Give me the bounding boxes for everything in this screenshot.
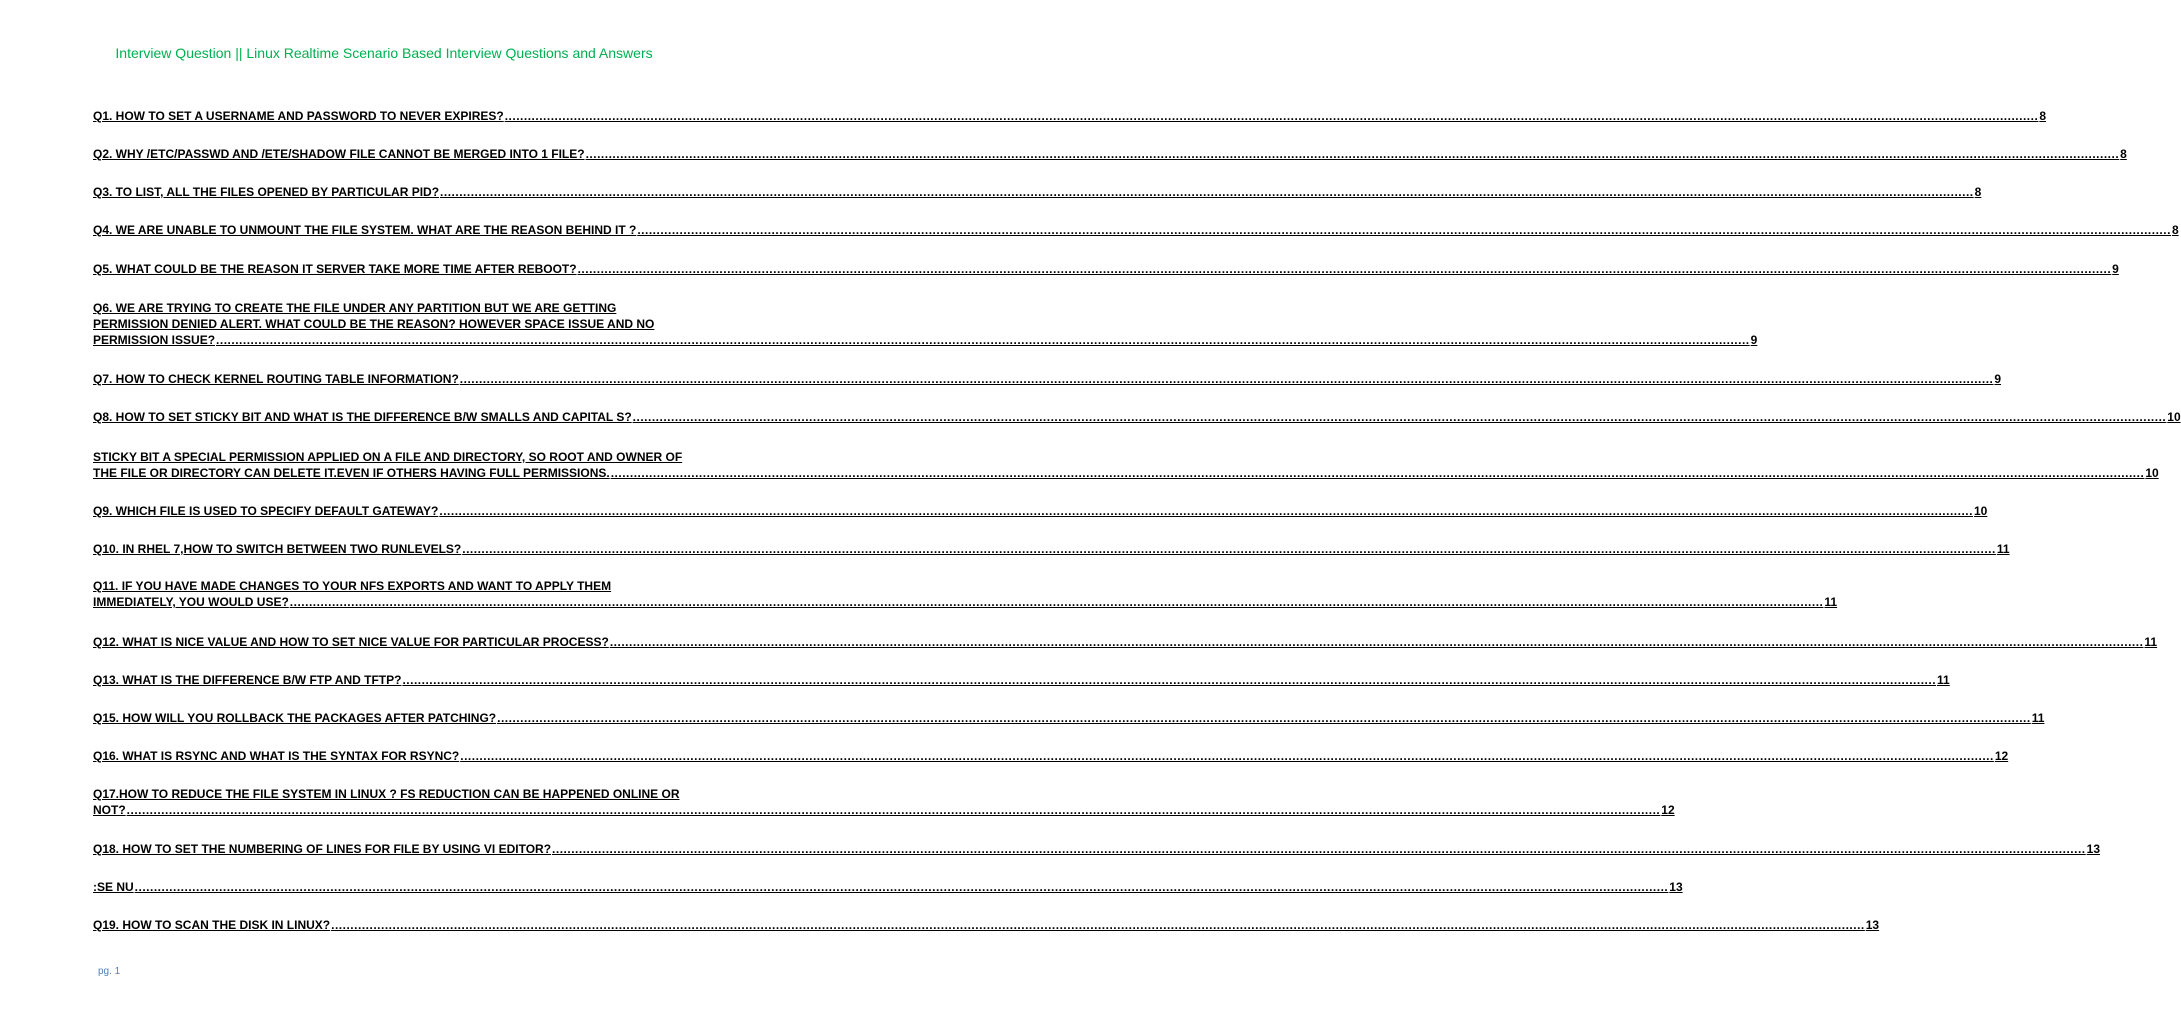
toc-entry[interactable] [93, 917, 1880, 933]
toc-entry-title: Q7. HOW TO CHECK KERNEL ROUTING TABLE INFORMATION? [93, 372, 459, 386]
toc-entry-title: Q15. HOW WILL YOU ROLLBACK THE PACKAGES AFTER PATCHING? [93, 711, 497, 725]
toc-page-number: 11 [2031, 711, 2045, 725]
toc-leader-dots: ................................................................................................................................................................................................................................................................................................................................................................................................................ [585, 147, 2120, 161]
toc-entry[interactable] [93, 146, 2127, 162]
toc-entry[interactable] [93, 503, 1988, 519]
toc-entry-title: Q16. WHAT IS RSYNC AND WHAT IS THE SYNTAX FOR RSYNC? [93, 749, 460, 763]
toc-entry-title: Q10. IN RHEL 7,HOW TO SWITCH BETWEEN TWO RUNLEVELS? [93, 542, 462, 556]
toc-entry[interactable] [93, 879, 1683, 895]
toc-page-number: 8 [2171, 223, 2179, 237]
toc-entry-title: STICKY BIT A SPECIAL PERMISSION APPLIED ON A FILE AND DIRECTORY, SO ROOT AND OWNER OF [93, 450, 683, 464]
toc-leader-dots: ................................................................................................................................................................................................................................................................................................................................................................................................................ [632, 410, 2167, 424]
toc-entry-title: Q19. HOW TO SCAN THE DISK IN LINUX? [93, 918, 331, 932]
toc-entry[interactable] [93, 222, 2179, 238]
toc-entry[interactable] [93, 672, 1950, 688]
toc-leader-dots: ................................................................................................................................................................................................................................................................................................................................................................................................................ [459, 372, 1994, 386]
toc-page-number: 13 [2086, 842, 2100, 856]
toc-entry[interactable] [93, 449, 2159, 481]
toc-entry-title: Q3. TO LIST, ALL THE FILES OPENED BY PARTICULAR PID? [93, 185, 440, 199]
toc-entry-title: Q8. HOW TO SET STICKY BIT AND WHAT IS THE DIFFERENCE B/W SMALLS AND CAPITAL S? [93, 410, 632, 424]
toc-entry-title: Q12. WHAT IS NICE VALUE AND HOW TO SET NICE VALUE FOR PARTICULAR PROCESS? [93, 635, 609, 649]
toc-entry[interactable] [93, 261, 2119, 277]
toc-leader-dots: ................................................................................................................................................................................................................................................................................................................................................................................................................ [439, 504, 1973, 518]
toc-page-number: 11 [1824, 595, 1838, 610]
toc-entry-title: Q4. WE ARE UNABLE TO UNMOUNT THE FILE SYSTEM. WHAT ARE THE REASON BEHIND IT ? [93, 223, 637, 237]
toc-entry-title: Q11. IF YOU HAVE MADE CHANGES TO YOUR NFS EXPORTS AND WANT TO APPLY THEM [93, 579, 612, 593]
toc-entry-title: PERMISSION ISSUE? [93, 333, 216, 348]
toc-page-number: 9 [1750, 333, 1758, 348]
toc-leader-dots: ................................................................................................................................................................................................................................................................................................................................................................................................................ [460, 749, 1994, 763]
toc-entry-title: :SE NU [93, 880, 134, 894]
toc-entry-title: Q17.HOW TO REDUCE THE FILE SYSTEM IN LINUX ? FS REDUCTION CAN BE HAPPENED ONLINE OR [93, 787, 680, 801]
page-header: Interview Question || Linux Realtime Scenario Based Interview Questions and Answers [115, 45, 653, 61]
toc-entry-title: NOT? [93, 803, 126, 818]
toc-entry[interactable] [93, 184, 1982, 200]
toc-leader-dots: ................................................................................................................................................................................................................................................................................................................................................................................................................ [289, 595, 1824, 610]
toc-entry-title: Q2. WHY /ETC/PASSWD AND /ETE/SHADOW FILE CANNOT BE MERGED INTO 1 FILE? [93, 147, 585, 161]
toc-entry[interactable] [93, 409, 2181, 425]
toc-entry-title: IMMEDIATELY, YOU WOULD USE? [93, 595, 289, 610]
toc-leader-dots: ................................................................................................................................................................................................................................................................................................................................................................................................................ [216, 333, 1750, 348]
toc-entry[interactable] [93, 748, 2009, 764]
toc-entry-title: THE FILE OR DIRECTORY CAN DELETE IT.EVEN IF OTHERS HAVING FULL PERMISSIONS. [93, 466, 610, 481]
toc-entry-title: Q9. WHICH FILE IS USED TO SPECIFY DEFAULT GATEWAY? [93, 504, 439, 518]
toc-page-number: 10 [2145, 466, 2159, 481]
toc-leader-dots: ................................................................................................................................................................................................................................................................................................................................................................................................................ [126, 803, 1661, 818]
page-number: pg. 1 [98, 966, 121, 977]
toc-page-number: 12 [1994, 749, 2009, 763]
toc-page-number: 10 [2167, 410, 2181, 424]
toc-page-number: 9 [2112, 262, 2119, 276]
toc-entry-title: Q18. HOW TO SET THE NUMBERING OF LINES FOR FILE BY USING VI EDITOR? [93, 842, 552, 856]
toc-entry[interactable] [93, 371, 2002, 387]
toc-leader-dots: ................................................................................................................................................................................................................................................................................................................................................................................................................ [610, 466, 2145, 481]
toc-page-number: 10 [1973, 504, 1988, 518]
toc-leader-dots: ................................................................................................................................................................................................................................................................................................................................................................................................................ [331, 918, 1865, 932]
toc-leader-dots: ................................................................................................................................................................................................................................................................................................................................................................................................................ [577, 262, 2112, 276]
toc-leader-dots: ................................................................................................................................................................................................................................................................................................................................................................................................................ [504, 109, 2039, 123]
toc-leader-dots: ................................................................................................................................................................................................................................................................................................................................................................................................................ [609, 635, 2144, 649]
toc-page-number: 8 [2039, 109, 2046, 123]
toc-entry[interactable] [93, 108, 2046, 124]
toc-page-number: 13 [1669, 880, 1683, 894]
toc-page-number: 8 [1974, 185, 1982, 199]
toc-page-number: 9 [1994, 372, 2002, 386]
toc-leader-dots: ................................................................................................................................................................................................................................................................................................................................................................................................................ [497, 711, 2031, 725]
toc-entry-title: Q6. WE ARE TRYING TO CREATE THE FILE UNDER ANY PARTITION BUT WE ARE GETTING [93, 301, 617, 315]
toc-entry-title: PERMISSION DENIED ALERT. WHAT COULD BE THE REASON? HOWEVER SPACE ISSUE AND NO [93, 317, 655, 332]
toc-leader-dots: ................................................................................................................................................................................................................................................................................................................................................................................................................ [134, 880, 1669, 894]
toc-leader-dots: ................................................................................................................................................................................................................................................................................................................................................................................................................ [637, 223, 2171, 237]
toc-entry[interactable] [93, 634, 2158, 650]
toc-page-number: 12 [1661, 803, 1675, 818]
toc-leader-dots: ................................................................................................................................................................................................................................................................................................................................................................................................................ [462, 542, 1996, 556]
toc-leader-dots: ................................................................................................................................................................................................................................................................................................................................................................................................................ [440, 185, 1974, 199]
toc-page-number: 11 [1937, 673, 1950, 687]
toc-entry-title: Q13. WHAT IS THE DIFFERENCE B/W FTP AND TFTP? [93, 673, 402, 687]
toc-entry[interactable] [93, 710, 2045, 726]
toc-entry[interactable] [93, 786, 1675, 818]
toc-page-number: 11 [1996, 542, 2010, 556]
toc-leader-dots: ................................................................................................................................................................................................................................................................................................................................................................................................................ [402, 673, 1937, 687]
toc-entry[interactable] [93, 541, 2010, 557]
toc-entry[interactable] [93, 300, 1758, 349]
toc-page-number: 8 [2120, 147, 2127, 161]
toc-page-number: 13 [1865, 918, 1880, 932]
toc-entry[interactable] [93, 578, 1838, 610]
toc-page-number: 11 [2144, 635, 2158, 649]
toc-entry-title: Q5. WHAT COULD BE THE REASON IT SERVER TAKE MORE TIME AFTER REBOOT? [93, 262, 577, 276]
toc-leader-dots: ................................................................................................................................................................................................................................................................................................................................................................................................................ [552, 842, 2086, 856]
toc-entry-title: Q1. HOW TO SET A USERNAME AND PASSWORD TO NEVER EXPIRES? [93, 109, 504, 123]
toc-entry[interactable] [93, 841, 2100, 857]
